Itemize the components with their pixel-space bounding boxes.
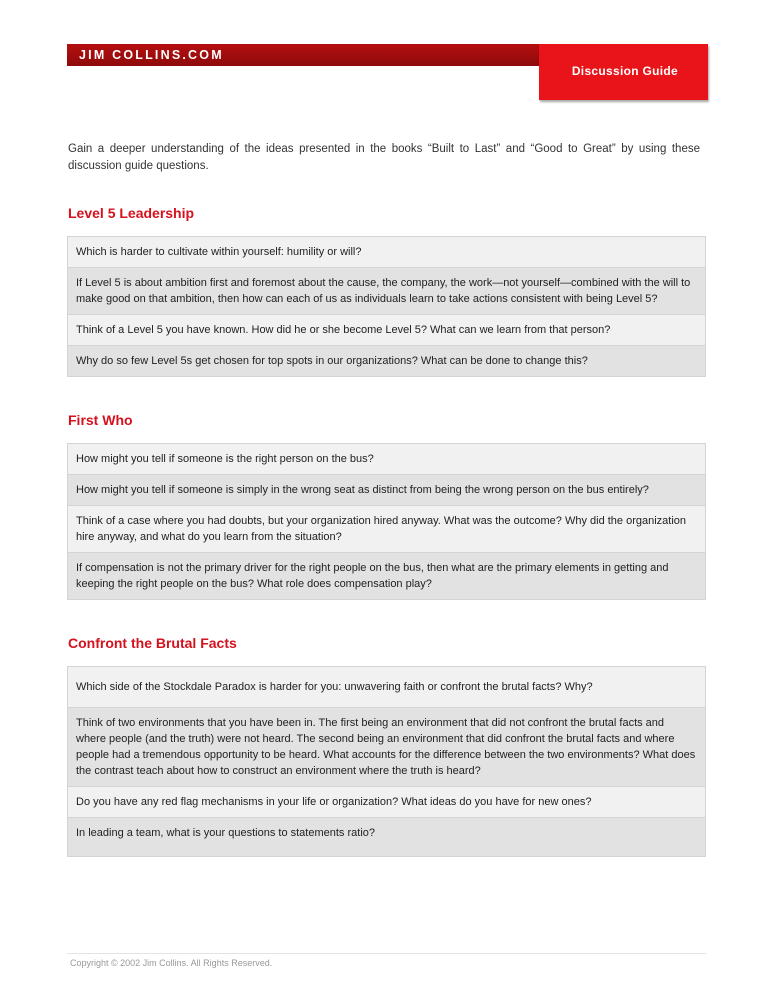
discussion-guide-badge	[539, 44, 708, 100]
question-row: If Level 5 is about ambition first and foremost about the cause, the company, the work—not yourself—combined with the will to make good on that ambition, then how can each of us as individuals learn to take actions consistent with being Level 5?	[68, 267, 705, 314]
brand-logo-text: JIM COLLINS.COM	[79, 48, 224, 62]
question-row: Which is harder to cultivate within yourself: humility or will?	[68, 237, 705, 267]
question-row: Think of two environments that you have been in. The first being an environment that did not confront the brutal facts and where people (and the truth) were not heard. The second being an environment that did confront the brutal facts and where people had a tremendous opportunity to be heard. What accounts for the difference between the two environments? What does the contrast teach about how to construct an environment where the truth is heard?	[68, 707, 705, 786]
question-row: In leading a team, what is your questions to statements ratio?	[68, 817, 705, 856]
question-row: Do you have any red flag mechanisms in your life or organization? What ideas do you have for new ones?	[68, 786, 705, 817]
section-title: Level 5 Leadership	[68, 205, 195, 221]
question-row: Which side of the Stockdale Paradox is harder for you: unwavering faith or confront the brutal facts? Why?	[68, 667, 705, 707]
question-table	[67, 666, 706, 857]
question-table	[67, 236, 706, 377]
section-first-who	[67, 412, 706, 600]
section-title: First Who	[68, 412, 133, 428]
question-row: Think of a case where you had doubts, but your organization hired anyway. What was the outcome? Why did the organization hire anyway, and what do you learn from the situation?	[68, 505, 705, 552]
question-row: Think of a Level 5 you have known. How did he or she become Level 5? What can we learn from that person?	[68, 314, 705, 345]
copyright-footer: Copyright © 2002 Jim Collins. All Rights Reserved.	[70, 958, 273, 968]
question-row: How might you tell if someone is simply in the wrong seat as distinct from being the wrong person on the bus entirely?	[68, 474, 705, 505]
discussion-guide-label: Discussion Guide	[571, 64, 678, 78]
section-confront-brutal-facts	[67, 635, 706, 857]
footer-divider	[67, 953, 706, 954]
question-row: How might you tell if someone is the right person on the bus?	[68, 444, 705, 474]
section-level-5-leadership	[67, 205, 706, 377]
question-row: Why do so few Level 5s get chosen for top spots in our organizations? What can be done to change this?	[68, 345, 705, 376]
intro-paragraph: Gain a deeper understanding of the ideas presented in the books “Built to Last” and “Good to Great” by using these discussion guide questions.	[68, 143, 700, 172]
question-row: If compensation is not the primary driver for the right people on the bus, then what are the primary elements in getting and keeping the right people on the bus? What role does compensation play?	[68, 552, 705, 599]
section-title: Confront the Brutal Facts	[68, 635, 237, 651]
question-table	[67, 443, 706, 600]
